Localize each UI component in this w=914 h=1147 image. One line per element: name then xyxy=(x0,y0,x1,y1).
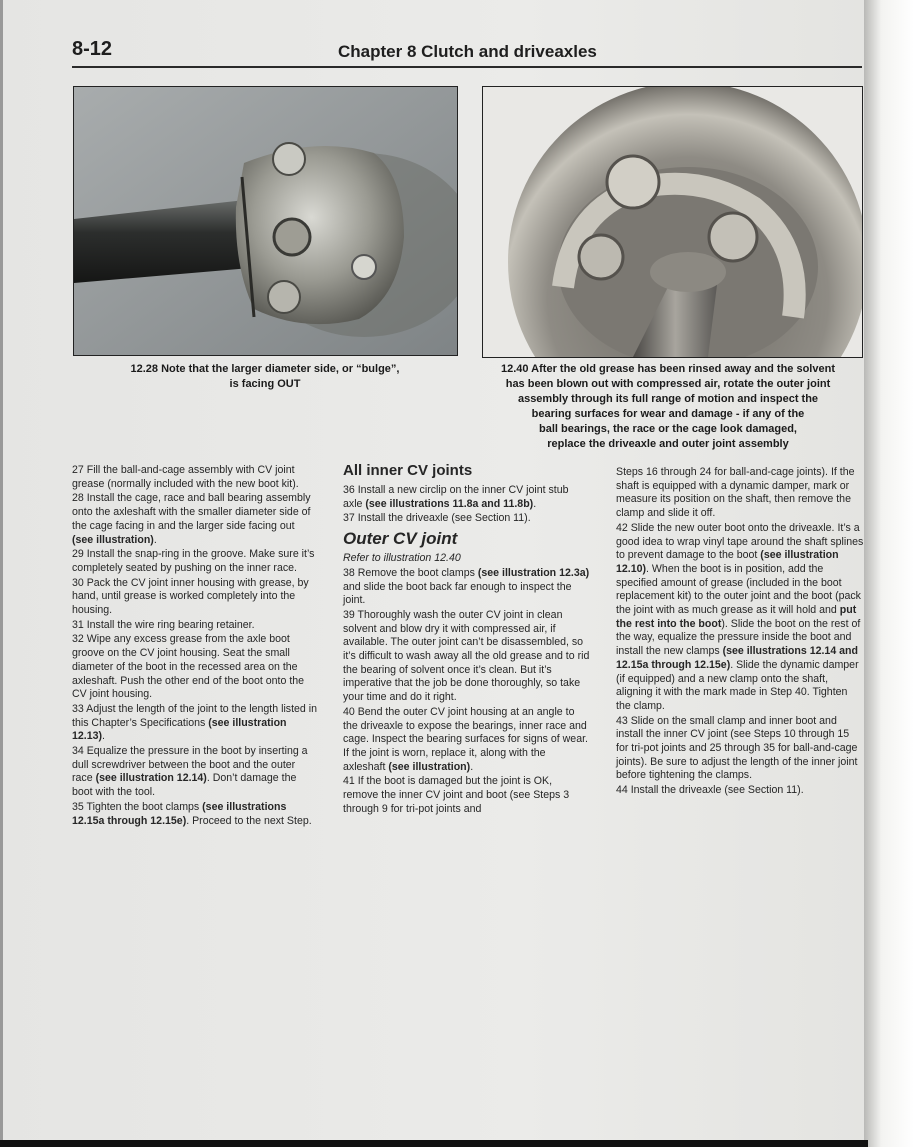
page-left-edge xyxy=(0,0,3,1140)
text-column-3 xyxy=(616,466,864,799)
step-37 xyxy=(343,512,590,526)
step-28-ref: (see illustration) xyxy=(72,533,154,546)
step-34-ref: (see illustration 12.14) xyxy=(95,772,207,785)
step-28-text: 28 Install the cage, race and ball bearing assembly onto the axleshaft with the smaller diameter side of the cage facing in and the larger side facing out xyxy=(72,492,311,532)
step-42-text-4: . Slide the dynamic damper (if equipped) and a new clamp onto the shaft, aligning it with the mark made in Step 40. Tighten the clamp. xyxy=(616,658,859,712)
step-39-text: 39 Thoroughly wash the outer CV joint in clean solvent and blow dry it with compressed air, if available. The outer joint can’t be disassembled, so it’s difficult to wash away all the old grease and to rid the bearing of solvent once it’s clean. But it’s imperative that the job be done thoroughly, so take your time and do it right. xyxy=(343,608,590,704)
step-33-end: . xyxy=(102,730,105,743)
step-40-end: . xyxy=(470,760,474,773)
step-40-text: 40 Bend the outer CV joint housing at an angle to the driveaxle to expose the bearings, inner race and cage. Inspect the bearing surfaces for signs of wear. If the joint is worn, replace it, along with the axleshaft xyxy=(343,705,588,773)
step-44-text: 44 Install the driveaxle (see Section 11). xyxy=(616,784,804,797)
step-43 xyxy=(616,715,864,784)
step-33-ref: (see illustration 12.13) xyxy=(72,716,287,743)
caption-12-40-line1: 12.40 After the old grease has been rinsed away and the solvent xyxy=(501,363,835,375)
step-36-ref: (see illustrations 11.8a and 11.8b) xyxy=(365,497,534,510)
step-34-text: 34 Equalize the pressure in the boot by inserting a dull screwdriver between the boot and the outer race xyxy=(72,745,308,785)
text-column-1 xyxy=(72,464,318,829)
step-27 xyxy=(72,464,318,491)
step-40-ref: (see illustration) xyxy=(388,760,471,773)
step-36-end: . xyxy=(533,497,537,510)
step-41-text: 41 If the boot is damaged but the joint is OK, remove the inner CV joint and boot (see Steps 3 through 9 for tri-pot joints and xyxy=(343,775,570,815)
page-gutter-shadow xyxy=(864,0,914,1147)
caption-12-28 xyxy=(80,362,450,392)
step-36 xyxy=(343,484,590,511)
step-35-text: 35 Tighten the boot clamps xyxy=(72,800,203,813)
step-42-text-3: ). Slide the boot on the rest of the way, equalize the pressure inside the boot and install the new clamps xyxy=(616,617,861,658)
section-heading-outer: Outer CV joint xyxy=(343,529,458,549)
header-rule xyxy=(72,66,862,68)
photo-12-40 xyxy=(482,86,863,358)
step-33-text: 33 Adjust the length of the joint to the length listed in this Chapter’s Specifications xyxy=(72,702,318,729)
step-38-text: 38 Remove the boot clamps xyxy=(343,566,478,579)
step-28 xyxy=(72,492,318,547)
step-43-text: 43 Slide on the small clamp and inner boot and install the inner CV joint (see Steps 10 through 15 for tri-pot joints and 25 through 35 for ball-and-cage joints). Be sure to adjust the length of the inner joint before tightening the clamps. xyxy=(616,714,858,782)
caption-12-40-line3: assembly through its full range of motion and inspect the xyxy=(517,393,819,405)
step-36-text: 36 Install a new circlip on the inner CV joint stub axle xyxy=(343,484,569,510)
step-40 xyxy=(343,706,590,775)
step-29-text: 29 Install the snap-ring in the groove. Make sure it’s completely seated by pushing on the inner race. xyxy=(72,548,315,574)
text-column-2 xyxy=(343,462,590,817)
caption-12-40-line2: has been blown out with compressed air, rotate the outer joint xyxy=(505,378,831,390)
page-number: 8-12 xyxy=(72,38,113,60)
step-33 xyxy=(72,703,318,744)
step-44 xyxy=(616,784,864,798)
step-27-text: 27 Fill the ball-and-cage assembly with CV joint grease (normally included with the new boot kit). xyxy=(72,464,299,490)
step-42-ref-2: (see illustrations 12.14 and 12.15a through 12.15e) xyxy=(616,645,858,671)
step-37-text: 37 Install the driveaxle (see Section 11). xyxy=(343,512,531,525)
step-32-text: 32 Wipe any excess grease from the axle boot groove on the CV joint housing. Seat the small diameter of the boot in the recessed area on the axleshaft. Push the other end of the boot onto the CV joint housing. xyxy=(72,633,305,701)
outer-cv-joint-photo xyxy=(483,87,862,357)
step-41 xyxy=(343,775,590,816)
illustration-reference: Refer to illustration 12.40 xyxy=(343,552,461,565)
step-35-ref: (see illustrations 12.15a through 12.15e) xyxy=(72,800,287,827)
step-28-end: . xyxy=(153,533,157,546)
step-34-end: . Don’t damage the boot with the tool. xyxy=(72,772,297,799)
section-heading-inner: All inner CV joints xyxy=(343,462,473,479)
step-38-end: and slide the boot back far enough to inspect the joint. xyxy=(343,580,572,607)
step-42-text-2: . When the boot is in position, add the specified amount of grease (included in the boot replacement kit) to the outer joint and the boot (pack the joint with as much grease as it will hold and xyxy=(616,562,861,617)
caption-12-28-line2: is facing OUT xyxy=(229,378,301,390)
step-31 xyxy=(72,619,318,633)
cv-joint-cage-photo xyxy=(74,87,457,355)
caption-12-40-line6: replace the driveaxle and outer joint assembly xyxy=(547,438,789,450)
step-35-end: . Proceed to the next Step. xyxy=(186,814,312,827)
step-41-continued-text: Steps 16 through 24 for ball-and-cage joints). If the shaft is equipped with a dynamic damper, mark or measure its position on the shaft, then remove the clamp and slide it off. xyxy=(616,466,855,520)
step-41-continued xyxy=(616,466,864,521)
photo-12-28 xyxy=(73,86,458,356)
step-39 xyxy=(343,609,590,705)
step-42-text: 42 Slide the new outer boot onto the driveaxle. It’s a good idea to wrap vinyl tape around the shaft splines to prevent damage to the boot xyxy=(616,521,864,562)
caption-12-40-line5: ball bearings, the race or the cage look damaged, xyxy=(539,423,797,435)
step-38 xyxy=(343,567,590,608)
step-42-emphasis: put the rest into the boot xyxy=(616,604,857,630)
step-29 xyxy=(72,548,318,575)
step-42-ref-1: (see illustration 12.10) xyxy=(616,549,839,575)
caption-12-40-line4: bearing surfaces for wear and damage - if any of the xyxy=(531,408,805,420)
caption-12-40 xyxy=(472,362,864,452)
step-42 xyxy=(616,522,864,714)
step-31-text: 31 Install the wire ring bearing retainer. xyxy=(72,618,255,631)
step-30-text: 30 Pack the CV joint inner housing with grease, by hand, until grease is worked completely into the housing. xyxy=(72,576,309,617)
step-38-ref: (see illustration 12.3a) xyxy=(477,566,590,579)
step-35 xyxy=(72,801,318,828)
caption-12-28-line1: 12.28 Note that the larger diameter side, or “bulge”, xyxy=(130,363,400,375)
page-bottom-edge xyxy=(0,1140,868,1147)
step-32 xyxy=(72,633,318,702)
chapter-title: Chapter 8 Clutch and driveaxles xyxy=(338,42,597,61)
step-34 xyxy=(72,745,318,800)
step-30 xyxy=(72,577,318,618)
